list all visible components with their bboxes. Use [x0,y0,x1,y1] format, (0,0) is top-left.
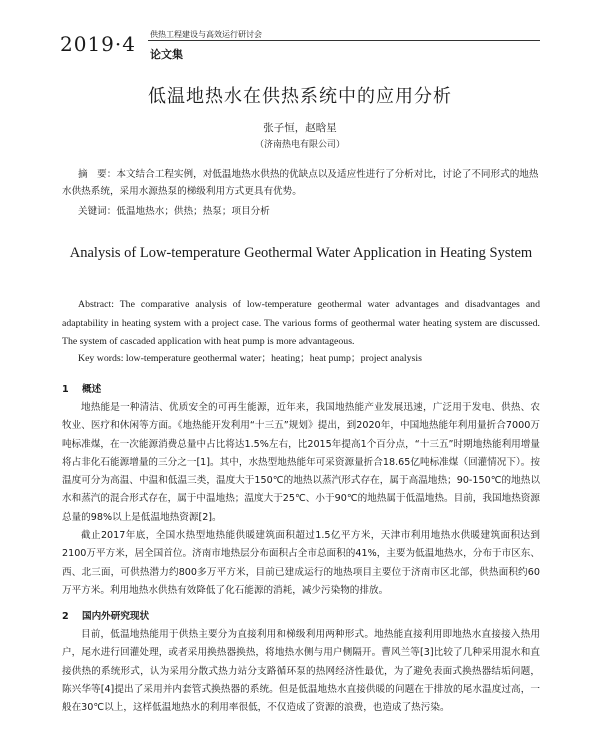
paragraph: 截止2017年底，全国水热型地热能供暖建筑面积超过1.5亿平方米，天津市利用地热水供暖建筑面积达到2100万平方米，居全国首位。济南市地热层分布面积占全市总面积的41%，主要为低温地热水，分布于市区东、西、北三面，可供热潜力约800多万平方米，目前已建成运行的地热项目主要位于济南市区北部，供热面积约60万平方米。利用地热水供热有效降低了化石能源的消耗，减少污染物的排放。 [62,530,540,596]
section-title: 概述 [82,384,102,395]
section-heading [62,381,101,395]
keywords-cn-label: 关键词： [78,206,117,217]
paper-title-cn: 低温地热水在供热系统中的应用分析 [148,86,452,107]
section-body [62,399,540,600]
keywords-cn-text: 低温地热水；供热；热泵；项目分析 [116,206,270,217]
section-heading [62,608,149,622]
abstract-en [62,296,540,352]
keywords-cn [78,203,270,217]
abstract-cn-text: 本文结合工程实例，对低温地热水供热的优缺点以及适应性进行了分析对比，讨论了不同形式的地热水供热系统，采用水源热泵的梯级利用方式更具有优势。 [62,169,539,197]
affiliation: （济南热电有限公司） [254,140,345,150]
paragraph: 目前，低温地热能用于供热主要分为直接利用和梯级利用两种形式。地热能直接利用即地热水直接接入热用户，尾水进行回灌处理，或者采用换热器换热，将地热水侧与用户侧隔开。曹风兰等[3]比较了几种采用混水和直接供热的系统形式，认为采用分散式热力站分支路循环泵的热网经济性最优，为了避免表面式换热器结垢问题，陈兴华等[4]提出了采用并内套管式换热器的系统。但是低温地热水直接供暖的问题在于排放的尾水温度过高，一般在30℃以上，这样低温地热水的利用率很低，不仅造成了资源的浪费，也造成了热污染。 [62,629,540,714]
paragraph: 地热能是一种清洁、优质安全的可再生能源，近年来，我国地热能产业发展迅速，广泛用于发电、供热、农牧业、医疗和休闲等方面。《地热能开发利用“十三五”规划》提出，到2020年，中国地热能年利用量折合7000万吨标准煤，在一次能源消费总量中占比将达1.5%左右，比2015年提高1个百分点，“十三五”时期地热能利用增量将占非化石能源增量的三分之一[1]。其中，水热型地热能年可采资源量折合18.65亿吨标准煤（回灌情况下）。按温度可分为高温、中温和低温三类，温度大于150℃的地热以蒸汽形式存在，属于高温地热；90-150℃的地热以水和蒸汽的混合形式存在，属于中温地热；温度大于25℃、小于90℃的地热属于低温地热。目前，我国地热资源总量的98%以上是低温地热资源[2]。 [62,402,540,523]
abstract-en-label: Abstract: [78,299,114,310]
page-header [0,0,600,62]
keywords-en-text: low-temperature geothermal water；heating；heat pump；project analysis [125,353,422,364]
section-number: 1 [62,384,69,395]
section-body [62,626,540,717]
journal-name: 供热工程建设与高效运行研讨会 [150,30,262,39]
abstract-cn-label: 摘 要： [78,169,117,180]
section-label: 论文集 [150,48,183,61]
section-number: 2 [62,611,69,622]
keywords-en-label: Key words: [78,353,124,364]
issue-number: 2019·4 [60,32,136,56]
section-title: 国内外研究现状 [82,611,150,622]
header-rule [148,40,540,41]
abstract-en-text: The comparative analysis of low-temperature geothermal water advantages and disadvantages and adaptability in heating system with a project case. The various forms of geothermal water heating system are discussed. The system of cascaded application with heat pump is more advantageous. [62,299,540,347]
abstract-cn [62,166,540,200]
paper-title-en: Analysis of Low-temperature Geothermal Water Application in Heating System [69,245,533,261]
authors: 张子恒，赵晗星 [263,122,337,134]
keywords-en [78,350,422,364]
